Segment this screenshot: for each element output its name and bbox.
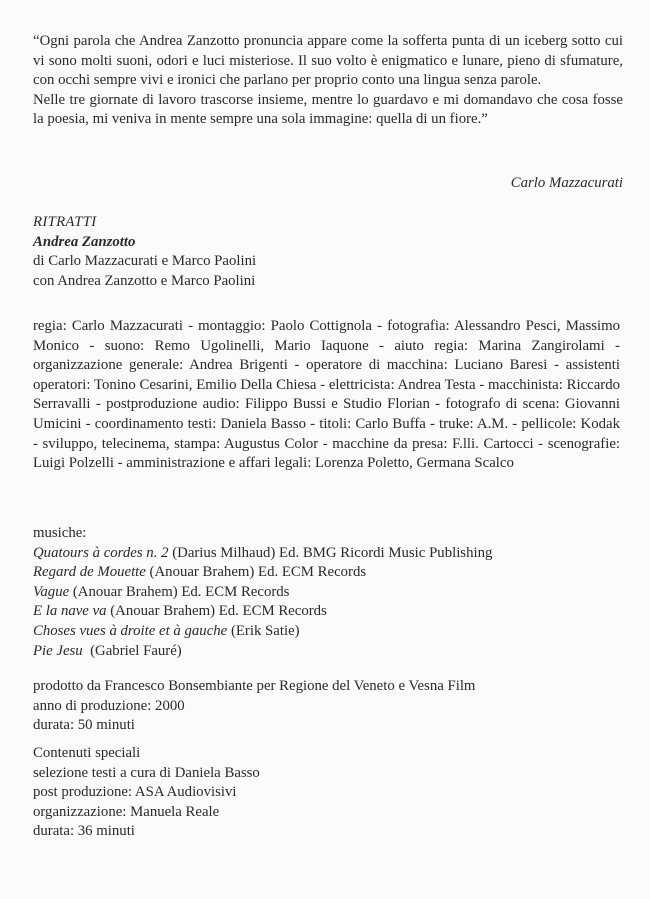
track-details: (Erik Satie): [227, 622, 300, 639]
music-heading: musiche:: [33, 525, 87, 541]
credits-block: regia: Carlo Mazzacurati - montaggio: Paolo Cottignola - fotografia: Alessandro Pesci, Massimo Monico - suono: Remo Ugolinelli, Mario Iaquone - aiuto regia: Marina Zangirolami - organizzazione generale: Andrea Brigenti - operatore di macchina: Luciano Baresi - assistenti operatori: Tonino Cesarini, Emilio Della Chiesa - elettricista: Andrea Testa - macchinista: Riccardo Serravalli - postproduzione audio: Filippo Bussi e Studio Florian - fotografo di scena: Giovanni Umicini - coordinamento testi: Daniela Basso - titoli: Carlo Buffa - truke: A.M. - pellicole: Kodak - sviluppo, telecinema, stampa: Augustus Color - macchine da presa: F.lli. Cartocci - scenografie: Luigi Polzelli - amministrazione e affari legali: Lorenza Poletto, Germana Scalco: [33, 318, 620, 472]
music-track: [33, 583, 633, 603]
production-info: [33, 677, 633, 736]
track-title: E la nave va: [33, 603, 107, 620]
quote-paragraph-2: Nelle tre giornate di lavoro trascorse insieme, mentre lo guardavo e mi domandavo che cosa fosse la poesia, mi veniva in mente sempre una sola immagine: quella di un fiore.”: [33, 91, 623, 128]
special-duration: durata: 36 minuti: [33, 823, 135, 840]
track-details: (Anouar Brahem) Ed. ECM Records: [145, 564, 367, 581]
track-details: (Anouar Brahem) Ed. ECM Records: [69, 583, 290, 600]
film-cast: con Andrea Zanzotto e Marco Paolini: [33, 272, 256, 289]
music-track: [33, 642, 633, 662]
production-duration: durata: 50 minuti: [33, 717, 135, 734]
music-track: [33, 602, 633, 622]
music-track: [33, 622, 633, 642]
track-title: Pie Jesu: [33, 642, 83, 659]
quote-paragraph-1: “Ogni parola che Andrea Zanzotto pronuncia appare come la sofferta punta di un iceberg sotto cui vi sono molti suoni, odori e luci misteriose. Il suo volto è enigmatico e lunare, pieno di sfumature, con occhi sempre vivi e ironici che parlano per proprio conto una lingua senza parole.: [33, 33, 623, 89]
music-track: [33, 544, 633, 564]
track-details: (Darius Milhaud) Ed. BMG Ricordi Music Publishing: [168, 544, 493, 561]
film-authors: di Carlo Mazzacurati e Marco Paolini: [33, 253, 257, 270]
producer: prodotto da Francesco Bonsembiante per Regione del Veneto e Vesna Film: [33, 678, 476, 694]
quote-author: Carlo Mazzacurati: [510, 175, 623, 191]
special-organization: organizzazione: Manuela Reale: [33, 803, 220, 820]
track-details: (Gabriel Fauré): [82, 642, 182, 659]
special-post: post produzione: ASA Audiovisivi: [33, 784, 237, 801]
director-quote: [33, 32, 623, 130]
track-title: Choses vues à droite et à gauche: [33, 622, 228, 639]
special-contents: [33, 744, 633, 842]
film-header: [33, 213, 623, 291]
special-texts: selezione testi a cura di Daniela Basso: [33, 764, 260, 781]
special-heading: Contenuti speciali: [33, 745, 141, 761]
film-subject: Andrea Zanzotto: [33, 233, 136, 250]
music-list: [33, 524, 633, 661]
track-title: Quatours à cordes n. 2: [33, 544, 169, 561]
track-title: Vague: [33, 583, 70, 600]
series-title: RITRATTI: [33, 214, 97, 230]
track-title: Regard de Mouette: [33, 564, 146, 581]
production-year: anno di produzione: 2000: [33, 697, 185, 714]
music-track: [33, 563, 633, 583]
track-details: (Anouar Brahem) Ed. ECM Records: [106, 603, 327, 620]
